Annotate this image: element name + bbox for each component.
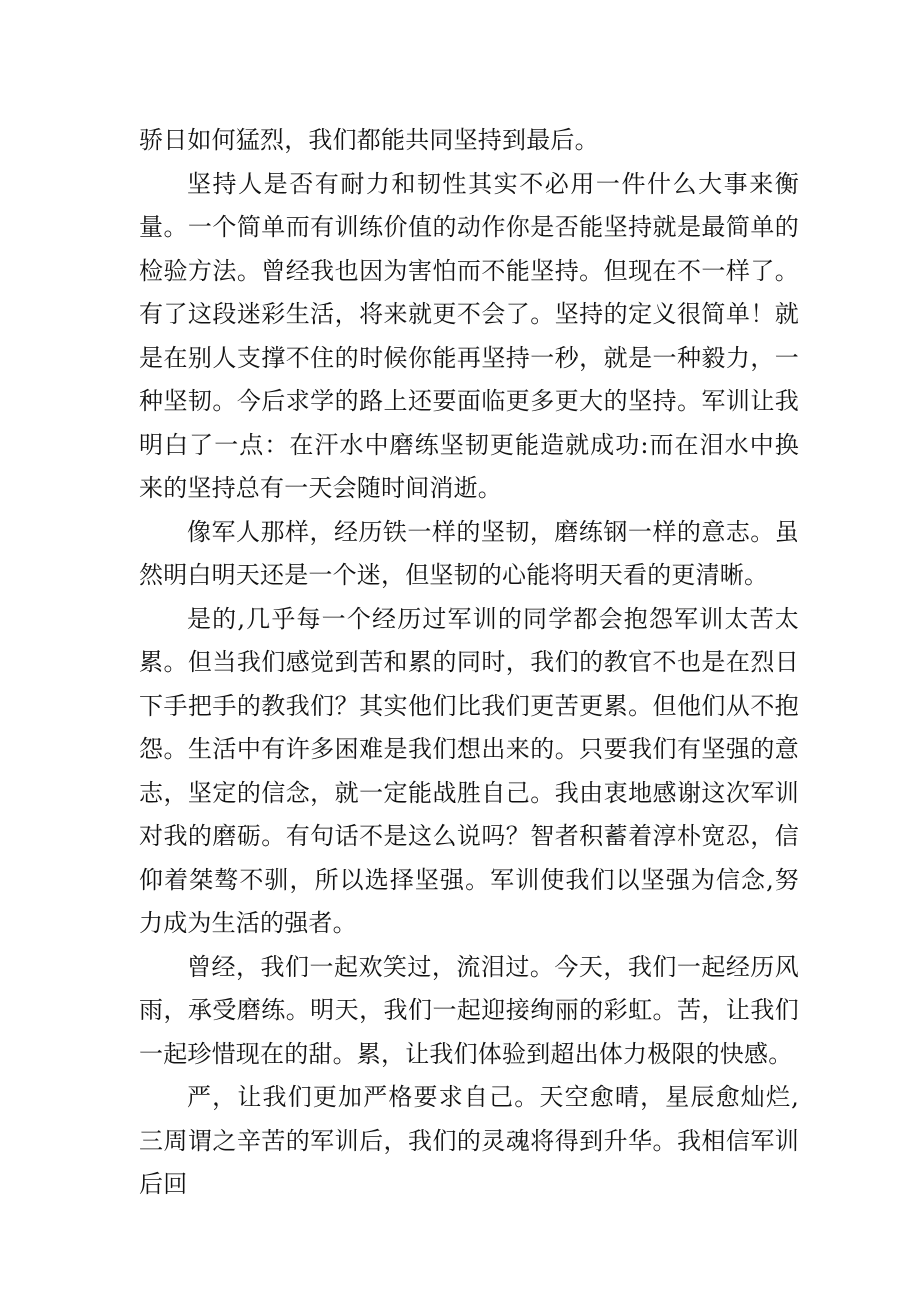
document-body bbox=[139, 119, 799, 1207]
paragraph-2: 坚持人是否有耐力和韧性其实不必用一件什么大事来衡量。一个简单而有训练价值的动作你是否能坚持就是最简单的检验方法。曾经我也因为害怕而不能坚持。但现在不一样了。有了这段迷彩生活，将来就更不会了。坚持的定义很简单！就是在别人支撑不住的时候你能再坚持一秒，就是一种毅力，一种坚韧。今后求学的路上还要面临更多更大的坚持。军训让我明白了一点：在汗水中磨练坚韧更能造就成功:而在泪水中换来的坚持总有一天会随时间消逝。 bbox=[139, 169, 799, 502]
paragraph-6: 严，让我们更加严格要求自己。天空愈晴，星辰愈灿烂,三周谓之辛苦的军训后，我们的灵魂将得到升华。我相信军训后回 bbox=[139, 1083, 799, 1198]
paragraph-1: 骄日如何猛烈，我们都能共同坚持到最后。 bbox=[139, 126, 599, 154]
paragraph-3: 像军人那样，经历铁一样的坚韧，磨练钢一样的意志。虽然明白明天还是一个迷，但坚韧的心能将明天看的更清晰。 bbox=[139, 517, 799, 589]
paragraph-5: 曾经，我们一起欢笑过，流泪过。今天，我们一起经历风雨，承受磨练。明天，我们一起迎接绚丽的彩虹。苦，让我们一起珍惜现在的甜。累，让我们体验到超出体力极限的快感。 bbox=[139, 952, 799, 1068]
paragraph-4: 是的,几乎每一个经历过军训的同学都会抱怨军训太苦太累。但当我们感觉到苦和累的同时，我们的教官不也是在烈日下手把手的教我们？其实他们比我们更苦更累。但他们从不抱怨。生活中有许多困难是我们想出来的。只要我们有坚强的意志，坚定的信念，就一定能战胜自己。我由衷地感谢这次军训对我的磨砺。有句话不是这么说吗？智者积蓄着淳朴宽忍，信仰着桀骜不驯，所以选择坚强。军训使我们以坚强为信念,努力成为生活的强者。 bbox=[139, 604, 799, 937]
